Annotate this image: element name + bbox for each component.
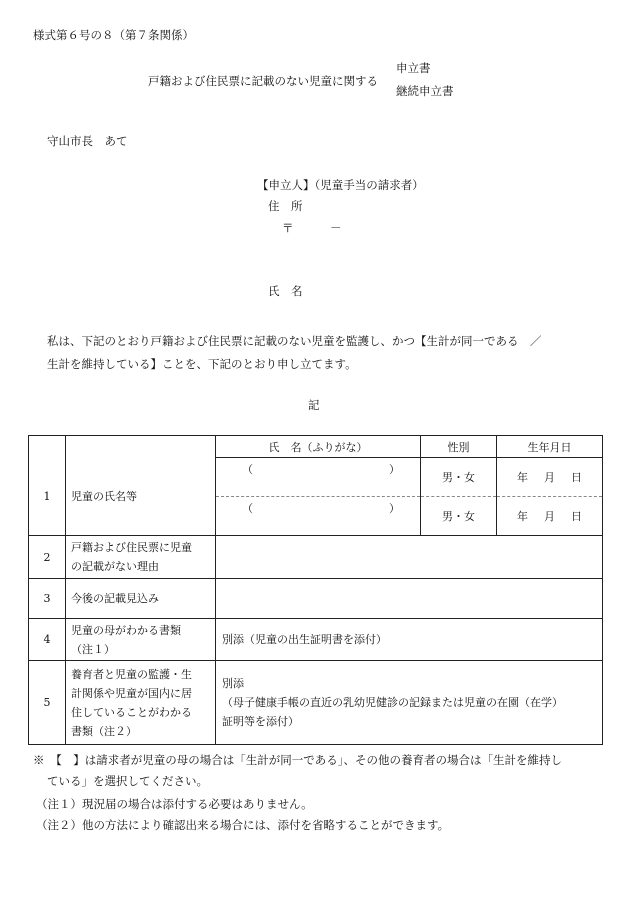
form-number: 様式第６号の８（第７条関係） [33, 28, 194, 42]
dob-day: 日 [571, 471, 582, 484]
applicant-heading: 【申立人】（児童手当の請求者） [257, 178, 424, 192]
table-header-row [29, 436, 603, 458]
dob-day: 日 [571, 510, 582, 523]
table-row [29, 579, 603, 619]
row-label-line: 児童の母がわかる書類 [71, 623, 181, 637]
addressee: 守山市長 あて [47, 134, 128, 148]
note-selection-line-1: ※ 【 】は請求者が児童の母の場合は「生計が同一である」、その他の養育者の場合は「生計を維持し [33, 753, 562, 767]
header-name: 氏 名（ふりがな） [216, 436, 421, 458]
postal-mark: 〒 [282, 221, 294, 235]
child-info-table [28, 435, 603, 745]
title-option-continuation: 継続申立書 [396, 84, 454, 98]
row-label [66, 536, 216, 579]
applicant-address-label: 住 所 [268, 199, 303, 213]
note-selection-line-2: ている」を選択してください。 [47, 774, 208, 788]
label-col-blank [66, 436, 216, 458]
note-2: （注２）他の方法により確認出来る場合には、添付を省略することができます。 [36, 818, 450, 832]
furigana-paren-close: ） [389, 502, 400, 515]
dob-year: 年 [517, 510, 528, 523]
row-number: 1 [29, 458, 66, 536]
row-number: 5 [29, 661, 66, 745]
row-label: 児童の氏名等 [66, 458, 216, 536]
no-col-blank [29, 436, 66, 458]
dob-month: 月 [544, 510, 555, 523]
declaration-line-1: 私は、下記のとおり戸籍および住民票に記載のない児童を監護し、かつ【生計が同一である ／ [47, 334, 542, 348]
table-row [29, 661, 603, 745]
custody-document-cell [216, 661, 603, 745]
row-label [66, 619, 216, 661]
child-name-cell-2[interactable] [216, 497, 421, 536]
table-row [29, 458, 603, 497]
dob-month: 月 [544, 471, 555, 484]
header-dob: 生年月日 [497, 436, 603, 458]
note-1: （注１）現況届の場合は添付する必要はありません。 [36, 797, 313, 811]
row-label-line: 養育者と児童の監護・生 [71, 667, 192, 681]
row-label-line: の記載がない理由 [71, 560, 159, 573]
declaration-line-2: 生計を維持している】ことを、下記のとおり申し立てます。 [47, 357, 357, 371]
row-label [66, 661, 216, 745]
row-number: 3 [29, 579, 66, 619]
mother-document-cell: 別添（児童の出生証明書を添付） [216, 619, 603, 661]
child-name-cell-1[interactable] [216, 458, 421, 497]
row-label-line: 書類（注２） [71, 724, 137, 738]
dob-cell-2[interactable] [497, 497, 603, 536]
furigana-paren-open: （ [242, 502, 253, 515]
row-label-line: （注１） [71, 642, 115, 656]
reason-cell[interactable] [216, 536, 603, 579]
row-number: 4 [29, 619, 66, 661]
dob-year: 年 [517, 471, 528, 484]
dob-cell-1[interactable] [497, 458, 603, 497]
sex-cell-2[interactable]: 男・女 [421, 497, 497, 536]
applicant-name-label: 氏 名 [268, 284, 303, 298]
row-label-line: 計関係や児童が国内に居 [71, 686, 192, 700]
document-title: 戸籍および住民票に記載のない児童に関する [148, 74, 378, 88]
prospect-cell[interactable] [216, 579, 603, 619]
sex-cell-1[interactable]: 男・女 [421, 458, 497, 497]
postal-dash: － [330, 221, 342, 235]
row-label-line: 住していることがわかる [71, 705, 192, 719]
content-line: 別添 [222, 677, 244, 690]
furigana-paren-open: （ [242, 463, 253, 476]
content-line: （母子健康手帳の直近の乳幼児健診の記録または児童の在園（在学） [222, 696, 563, 709]
content-line: 証明等を添付） [222, 715, 299, 728]
table-row [29, 536, 603, 579]
row-label: 今後の記載見込み [66, 579, 216, 619]
header-sex: 性別 [421, 436, 497, 458]
table-row [29, 619, 603, 661]
ki-heading: 記 [308, 398, 320, 412]
row-number: 2 [29, 536, 66, 579]
row-label-line: 戸籍および住民票に児童 [71, 541, 192, 554]
title-option-application: 申立書 [396, 61, 431, 75]
furigana-paren-close: ） [389, 463, 400, 476]
